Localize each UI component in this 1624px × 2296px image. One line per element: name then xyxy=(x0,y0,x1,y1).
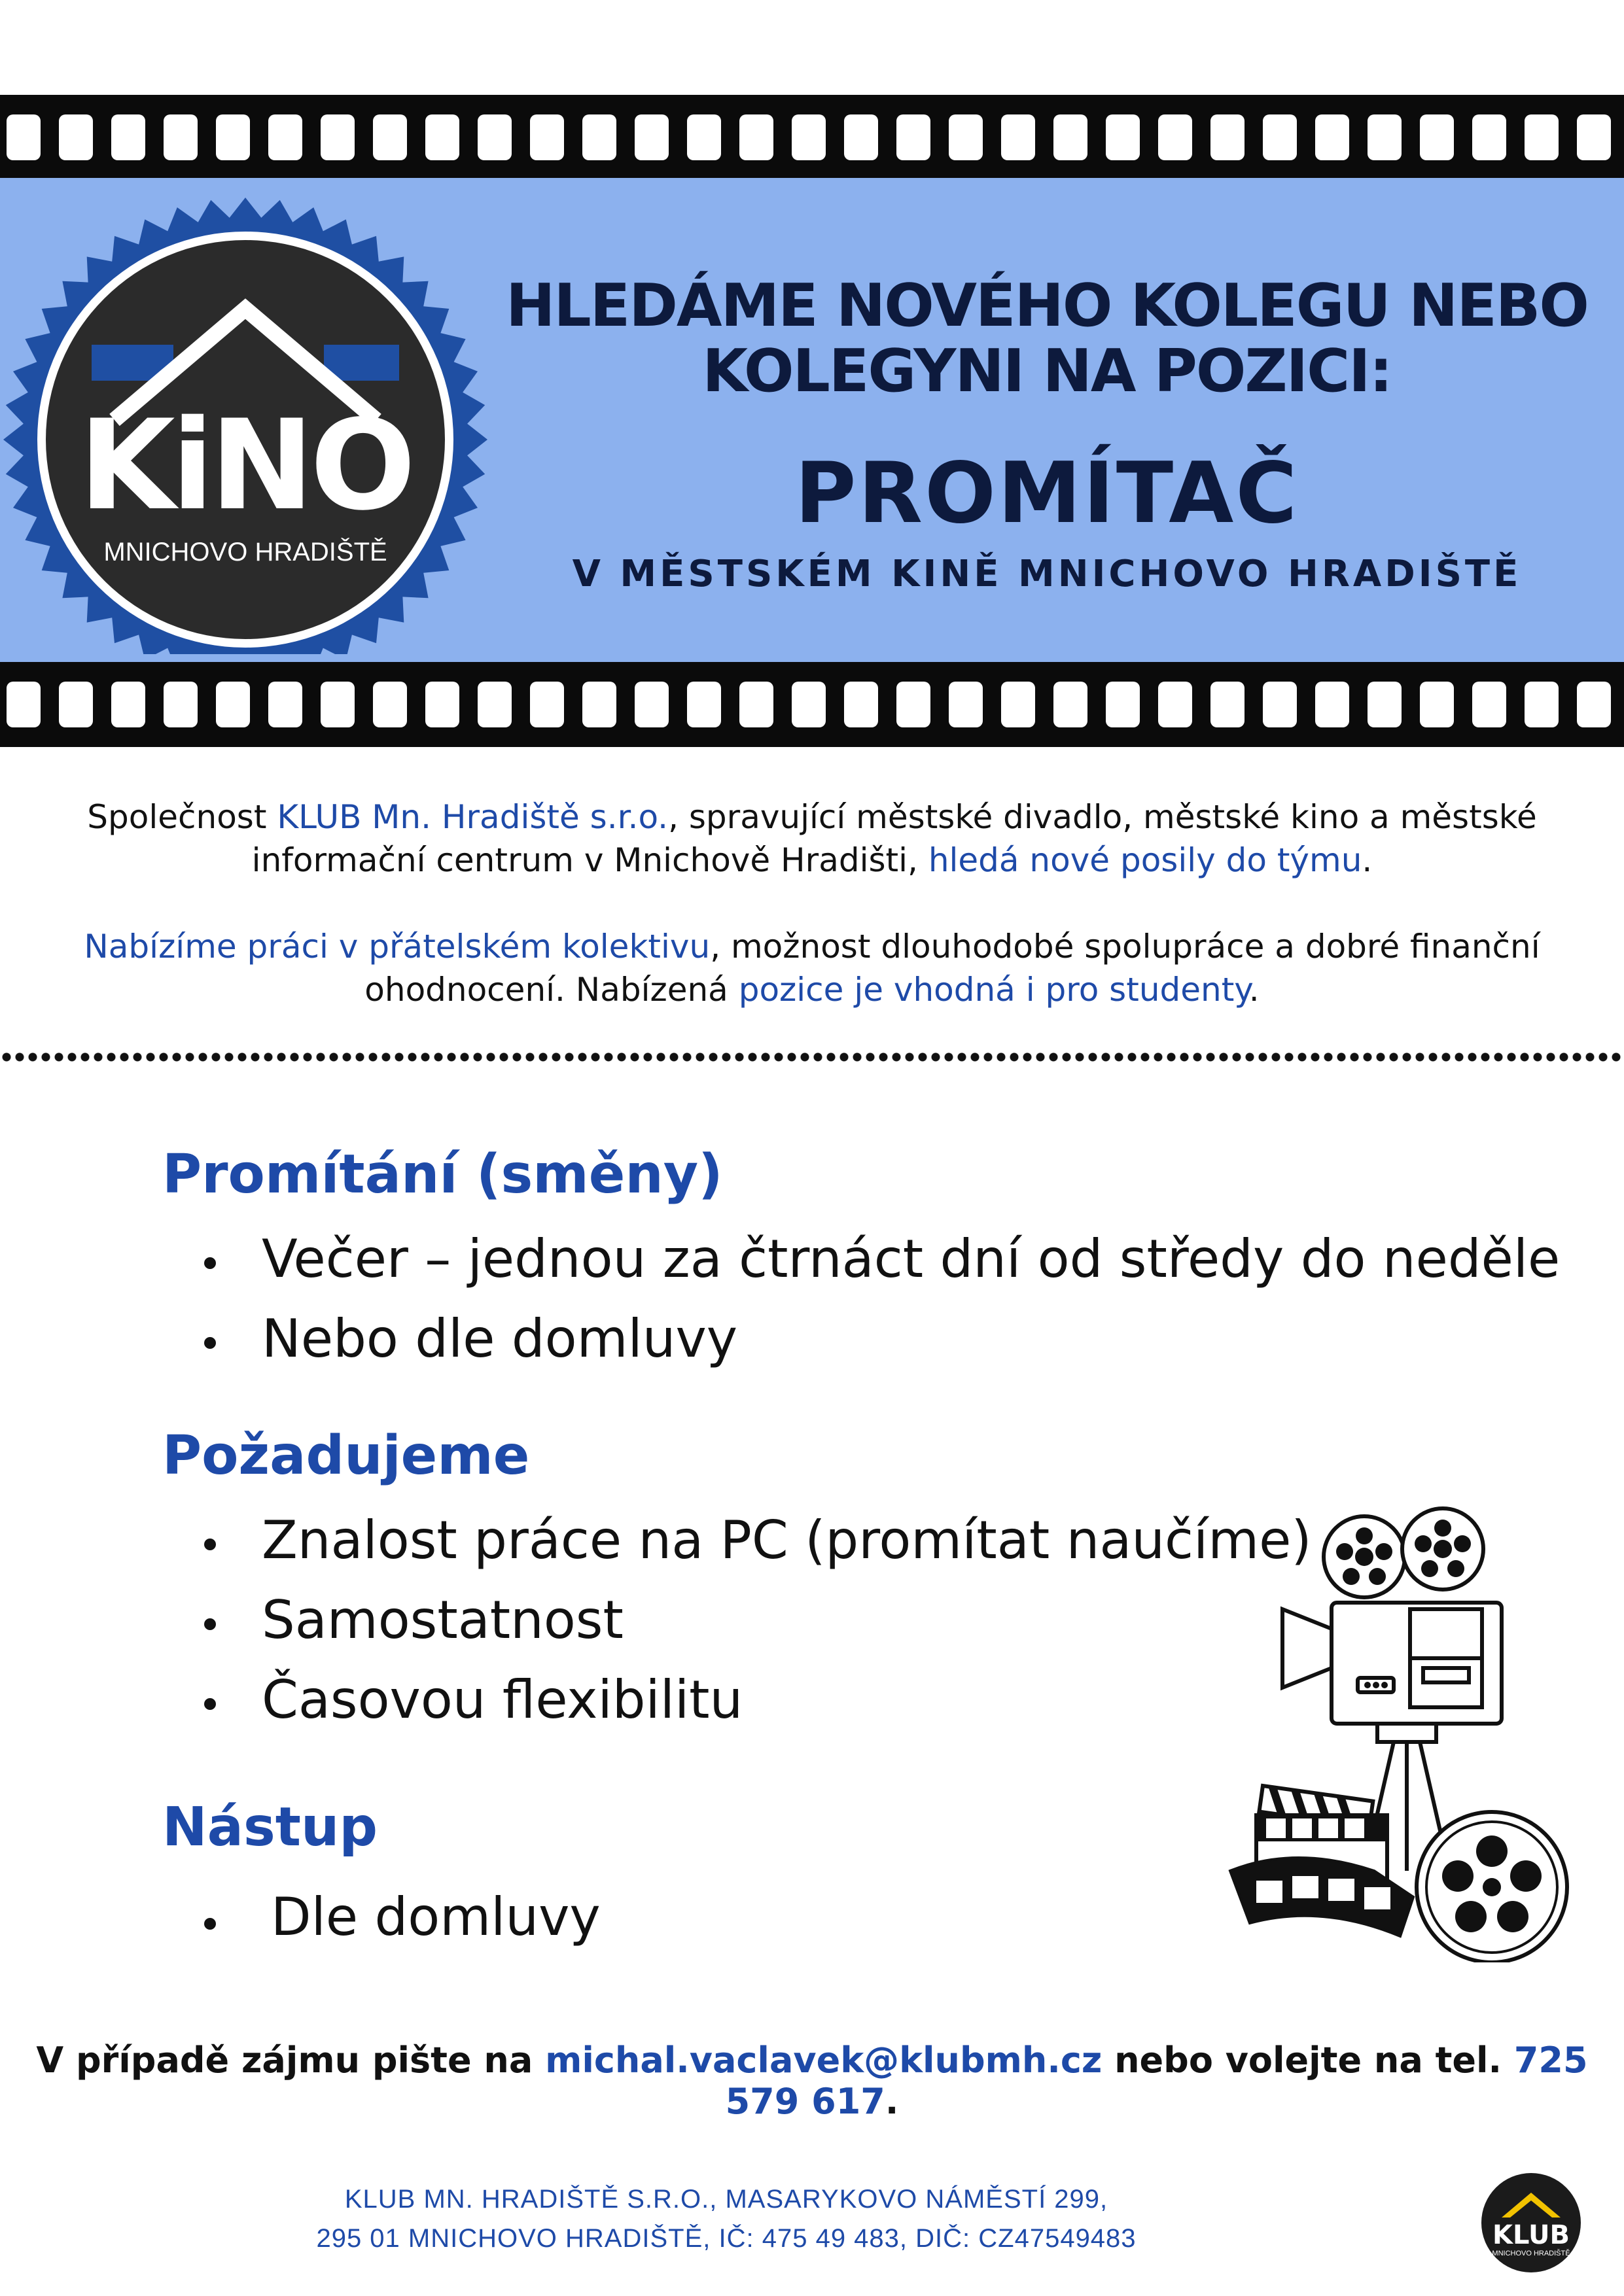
film-hole xyxy=(164,114,198,160)
film-camera-icon xyxy=(1217,1505,1583,1962)
film-hole xyxy=(582,682,616,727)
kino-badge-logo xyxy=(0,196,497,654)
film-hole xyxy=(949,114,983,160)
kino-logo-word: KiNO xyxy=(79,393,412,538)
list-item: Nebo dle domluvy xyxy=(262,1308,738,1369)
contact-email-link[interactable]: michal.vaclavek@klubmh.cz xyxy=(545,2040,1103,2081)
film-hole xyxy=(530,682,564,727)
film-hole xyxy=(1001,114,1035,160)
film-hole xyxy=(739,114,773,160)
film-hole xyxy=(1053,682,1087,727)
bullet-icon xyxy=(204,1918,216,1930)
bullet-icon xyxy=(204,1257,216,1269)
film-hole xyxy=(111,114,145,160)
film-hole xyxy=(635,114,669,160)
film-hole xyxy=(268,114,302,160)
film-hole xyxy=(478,114,512,160)
section-heading-start: Nástup xyxy=(162,1796,378,1858)
film-hole xyxy=(268,682,302,727)
kino-logo-caption: MNICHOVO HRADIŠTĚ xyxy=(103,538,387,566)
headline-line1: HLEDÁME NOVÉHO KOLEGU NEBO xyxy=(506,271,1588,340)
film-hole xyxy=(1525,682,1559,727)
film-hole xyxy=(1577,682,1611,727)
film-hole xyxy=(1210,682,1244,727)
film-hole xyxy=(635,682,669,727)
film-hole xyxy=(1210,114,1244,160)
film-hole xyxy=(321,682,355,727)
film-hole xyxy=(582,114,616,160)
film-hole xyxy=(1001,682,1035,727)
list-item: Časovou flexibilitu xyxy=(262,1669,743,1730)
film-hole xyxy=(896,114,930,160)
klub-logo-word: KLUB xyxy=(1492,2220,1570,2250)
film-hole xyxy=(1315,682,1349,727)
film-hole xyxy=(7,682,41,727)
bullet-icon xyxy=(204,1539,216,1550)
film-hole xyxy=(164,682,198,727)
film-hole xyxy=(949,682,983,727)
highlight-team: hledá nové posily do týmu xyxy=(928,841,1362,879)
intro-paragraph-2: Nabízíme práci v přátelském kolektivu, možnost dlouhodobé spolupráce a dobré finanční ohodnocení. Nabízená pozice je vhodná i pro studenty. xyxy=(84,928,1540,1009)
film-hole xyxy=(216,682,250,727)
film-hole xyxy=(1263,114,1297,160)
position-title: PROMÍTAČ xyxy=(794,445,1299,542)
film-hole xyxy=(1472,682,1506,727)
film-hole xyxy=(896,682,930,727)
list-item: Dle domluvy xyxy=(271,1887,601,1947)
intro-paragraph-1: Společnost KLUB Mn. Hradiště s.r.o., spravující městské divadlo, městské kino a městské informační centrum v Mnichově Hradišti, hledá nové posily do týmu. xyxy=(87,798,1537,879)
film-hole xyxy=(1420,682,1454,727)
film-hole xyxy=(1368,114,1402,160)
film-hole xyxy=(687,114,721,160)
film-hole xyxy=(530,114,564,160)
film-hole xyxy=(7,114,41,160)
bullet-icon xyxy=(204,1618,216,1630)
film-hole xyxy=(1158,114,1192,160)
film-hole xyxy=(739,682,773,727)
list-item: Večer – jednou za čtrnáct dní od středy do neděle xyxy=(262,1228,1561,1289)
highlight-collective: Nabízíme práci v přátelském kolektivu xyxy=(84,928,711,965)
film-hole xyxy=(1106,114,1140,160)
film-hole xyxy=(321,114,355,160)
film-hole xyxy=(1106,682,1140,727)
section-heading-shifts: Promítání (směny) xyxy=(162,1143,723,1206)
film-strip-bottom-icon xyxy=(0,662,1624,747)
film-hole xyxy=(59,114,93,160)
bullet-icon xyxy=(204,1698,216,1710)
list-item: Samostatnost xyxy=(262,1590,624,1650)
film-hole xyxy=(373,682,407,727)
list-item: Znalost práce na PC (promítat naučíme) xyxy=(262,1510,1312,1571)
film-hole xyxy=(425,114,459,160)
film-hole xyxy=(59,682,93,727)
film-hole xyxy=(216,114,250,160)
headline-line2: KOLEGYNI NA POZICI: xyxy=(702,337,1392,406)
film-strip-top-icon xyxy=(0,95,1624,180)
film-hole xyxy=(373,114,407,160)
film-hole xyxy=(844,114,878,160)
film-hole xyxy=(1577,114,1611,160)
film-hole xyxy=(425,682,459,727)
film-hole xyxy=(792,682,826,727)
film-hole xyxy=(111,682,145,727)
contact-line: V případě zájmu pište na michal.vaclavek@klubmh.cz nebo volejte na tel. 725 579 617. xyxy=(36,2040,1588,2122)
film-hole xyxy=(844,682,878,727)
film-hole xyxy=(1525,114,1559,160)
film-hole xyxy=(1053,114,1087,160)
section-heading-requirements: Požadujeme xyxy=(162,1425,530,1487)
contact-phone-link[interactable]: 725 579 617 xyxy=(725,2040,1588,2122)
position-subtitle: V MĚSTSKÉM KINĚ MNICHOVO HRADIŠTĚ xyxy=(572,553,1522,595)
bullet-icon xyxy=(204,1337,216,1349)
klub-logo-caption: MNICHOVO HRADIŠTĚ xyxy=(1492,2250,1570,2257)
film-hole xyxy=(1420,114,1454,160)
klub-logo xyxy=(1479,2170,1583,2275)
film-reel-icon xyxy=(1417,1812,1567,1962)
dotted-divider xyxy=(0,1052,1624,1062)
footer-address-line2: 295 01 MNICHOVO HRADIŠTĚ, IČ: 475 49 483, DIČ: CZ47549483 xyxy=(316,2224,1137,2253)
film-hole xyxy=(792,114,826,160)
film-hole xyxy=(478,682,512,727)
film-hole xyxy=(687,682,721,727)
film-hole xyxy=(1472,114,1506,160)
highlight-students: pozice je vhodná i pro studenty xyxy=(738,971,1249,1009)
film-hole xyxy=(1158,682,1192,727)
film-hole xyxy=(1263,682,1297,727)
footer-address-line1: KLUB MN. HRADIŠTĚ S.R.O., MASARYKOVO NÁMĚSTÍ 299, xyxy=(344,2185,1108,2214)
film-hole xyxy=(1315,114,1349,160)
company-name: KLUB Mn. Hradiště s.r.o. xyxy=(277,798,669,836)
film-hole xyxy=(1368,682,1402,727)
